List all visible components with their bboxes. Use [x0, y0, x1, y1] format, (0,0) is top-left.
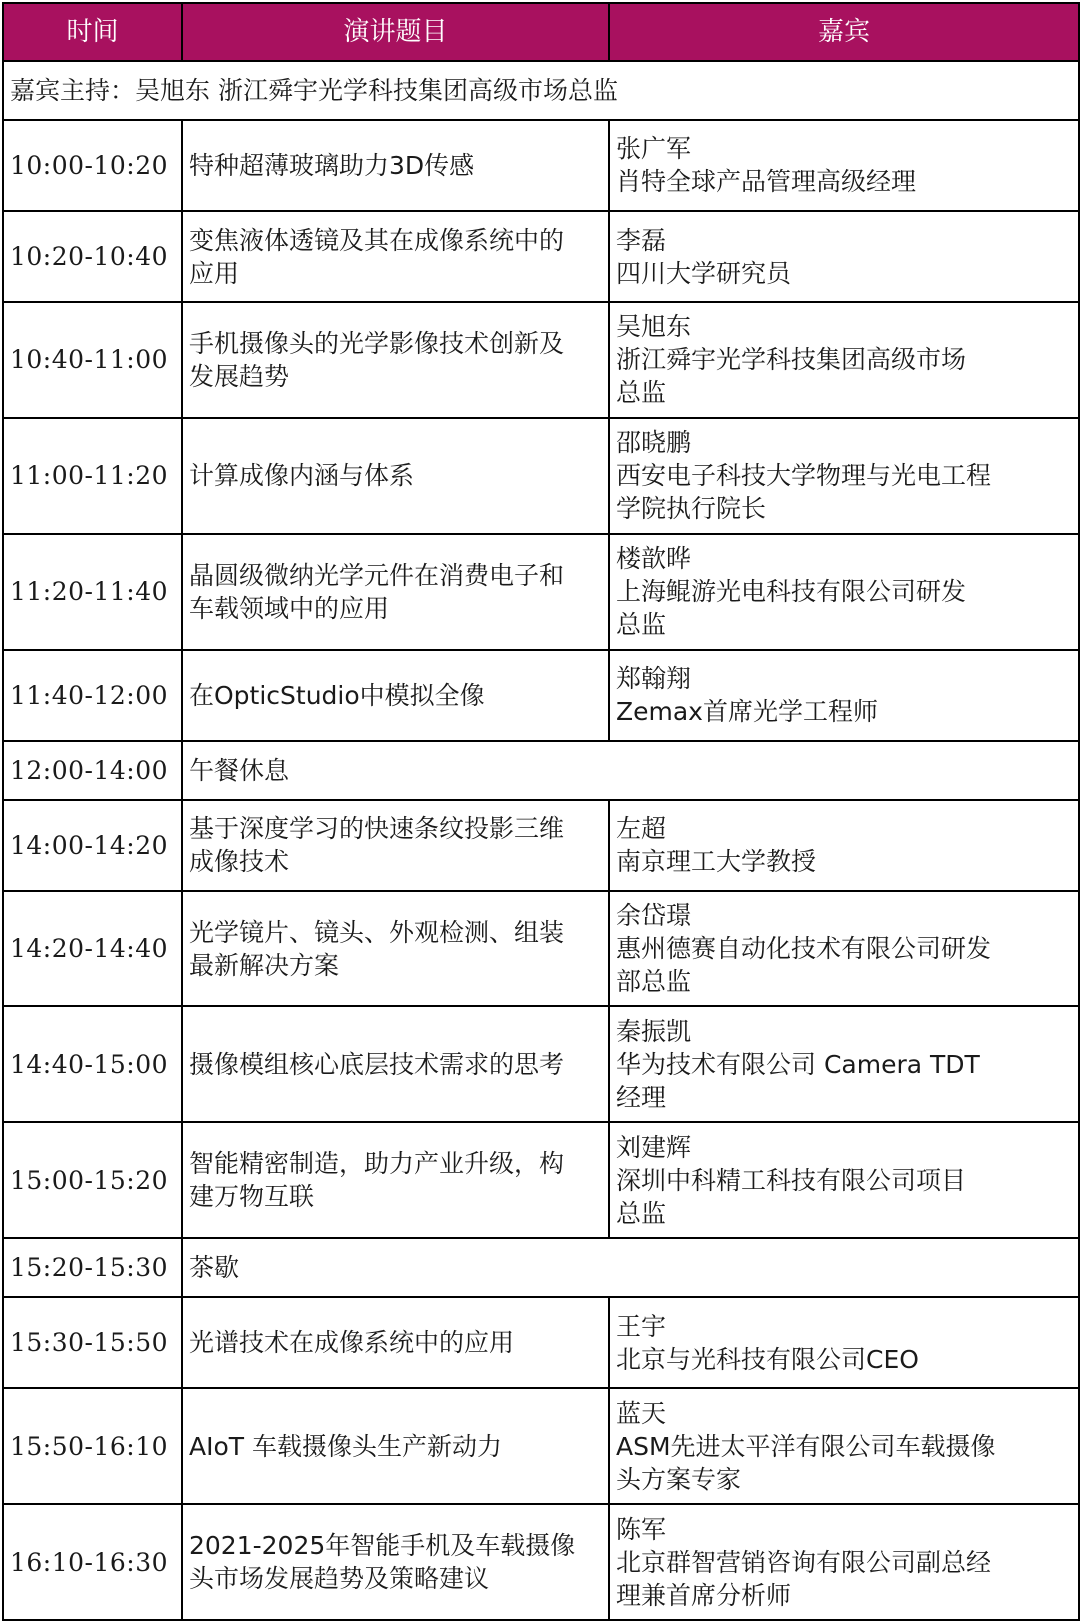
speaker-title-line: 头方案专家	[616, 1464, 742, 1494]
speaker-title-line: 理兼首席分析师	[616, 1580, 792, 1610]
session-topic	[182, 891, 609, 1007]
speaker-name: 余岱璟	[616, 901, 692, 931]
host-cell: 嘉宾主持：吴旭东 浙江舜宇光学科技集团高级市场总监	[3, 61, 1079, 120]
speaker-title-line: 总监	[616, 1198, 667, 1228]
speaker-name: 左超	[616, 814, 667, 844]
topic-line: 变焦液体透镜及其在成像系统中的	[189, 225, 565, 255]
topic-line: 应用	[189, 258, 240, 288]
topic-line: AIoT 车载摄像头生产新动力	[189, 1431, 502, 1461]
topic-line: 光学镜片、镜头、外观检测、组装	[189, 917, 565, 947]
speaker-title-line: 华为技术有限公司 Camera TDT	[616, 1049, 980, 1079]
session-topic	[182, 418, 609, 534]
session-row	[3, 120, 1079, 211]
speaker-name: 楼歆晔	[616, 544, 692, 574]
header-row	[3, 3, 1079, 61]
speaker-name: 陈军	[616, 1514, 667, 1544]
speaker-title-line: 西安电子科技大学物理与光电工程	[616, 461, 992, 491]
topic-line: 在OpticStudio中模拟全像	[189, 680, 485, 710]
session-topic	[182, 1006, 609, 1122]
speaker-title-line: 肖特全球产品管理高级经理	[616, 167, 917, 197]
speaker-name: 蓝天	[616, 1398, 667, 1428]
session-row	[3, 534, 1079, 650]
break-row	[3, 1238, 1079, 1297]
session-speaker	[609, 800, 1079, 891]
speaker-name: 张广军	[616, 134, 692, 164]
topic-line: 手机摄像头的光学影像技术创新及	[189, 328, 565, 358]
topic-line: 成像技术	[189, 847, 290, 877]
session-row	[3, 800, 1079, 891]
topic-line: 智能精密制造，助力产业升级，构	[189, 1149, 565, 1179]
session-topic	[182, 302, 609, 418]
session-row	[3, 891, 1079, 1007]
speaker-title-line: 总监	[616, 378, 667, 408]
topic-line: 头市场发展趋势及策略建议	[189, 1564, 490, 1594]
speaker-title-line: 四川大学研究员	[616, 258, 792, 288]
speaker-title-line: 南京理工大学教授	[616, 847, 817, 877]
session-time: 10:40-11:00	[3, 302, 182, 418]
speaker-title-line: 上海鲲游光电科技有限公司研发	[616, 577, 967, 607]
session-topic	[182, 120, 609, 211]
session-speaker	[609, 211, 1079, 302]
session-time: 14:20-14:40	[3, 891, 182, 1007]
session-speaker	[609, 891, 1079, 1007]
topic-line: 最新解决方案	[189, 950, 340, 980]
session-topic	[182, 650, 609, 741]
speaker-name: 吴旭东	[616, 312, 692, 342]
speaker-name: 王宇	[616, 1311, 667, 1341]
session-time: 14:00-14:20	[3, 800, 182, 891]
speaker-title-line: 北京群智营销咨询有限公司副总经	[616, 1547, 992, 1577]
topic-line: 2021-2025年智能手机及车载摄像	[189, 1531, 576, 1561]
topic-line: 车载领域中的应用	[189, 593, 390, 623]
session-topic	[182, 534, 609, 650]
session-time: 11:00-11:20	[3, 418, 182, 534]
session-speaker	[609, 1122, 1079, 1238]
session-topic	[182, 800, 609, 891]
session-time: 15:20-15:30	[3, 1238, 182, 1297]
topic-line: 晶圆级微纳光学元件在消费电子和	[189, 560, 565, 590]
session-topic	[182, 1297, 609, 1388]
session-row	[3, 1006, 1079, 1122]
header-topic: 演讲题目	[182, 3, 609, 61]
speaker-title-line: Zemax首席光学工程师	[616, 697, 878, 727]
speaker-title-line: 学院执行院长	[616, 494, 767, 524]
session-time: 11:20-11:40	[3, 534, 182, 650]
speaker-name: 刘建辉	[616, 1132, 692, 1162]
session-row	[3, 211, 1079, 302]
session-row	[3, 1297, 1079, 1388]
topic-line: 基于深度学习的快速条纹投影三维	[189, 814, 565, 844]
session-speaker	[609, 1297, 1079, 1388]
session-time: 10:00-10:20	[3, 120, 182, 211]
host-row	[3, 61, 1079, 120]
speaker-title-line: 北京与光科技有限公司CEO	[616, 1344, 919, 1374]
speaker-title-line: 深圳中科精工科技有限公司项目	[616, 1165, 967, 1195]
session-time: 11:40-12:00	[3, 650, 182, 741]
topic-line: 特种超薄玻璃助力3D传感	[189, 150, 475, 180]
speaker-name: 邵晓鹏	[616, 428, 692, 458]
topic-line: 发展趋势	[189, 361, 290, 391]
session-topic	[182, 1122, 609, 1238]
session-row	[3, 1122, 1079, 1238]
session-speaker	[609, 120, 1079, 211]
speaker-name: 秦振凯	[616, 1016, 692, 1046]
session-speaker	[609, 302, 1079, 418]
session-time: 15:00-15:20	[3, 1122, 182, 1238]
session-speaker	[609, 1388, 1079, 1504]
topic-line: 光谱技术在成像系统中的应用	[189, 1328, 515, 1358]
speaker-name: 李磊	[616, 225, 667, 255]
session-speaker	[609, 534, 1079, 650]
session-speaker	[609, 418, 1079, 534]
topic-line: 计算成像内涵与体系	[189, 461, 415, 491]
header-speaker: 嘉宾	[609, 3, 1079, 61]
session-time: 10:20-10:40	[3, 211, 182, 302]
speaker-name: 郑翰翔	[616, 664, 692, 694]
break-label: 午餐休息	[182, 741, 1079, 800]
speaker-title-line: 经理	[616, 1082, 667, 1112]
topic-line: 建万物互联	[189, 1182, 315, 1212]
speaker-title-line: 惠州德赛自动化技术有限公司研发	[616, 934, 992, 964]
session-topic	[182, 1504, 609, 1620]
session-time: 14:40-15:00	[3, 1006, 182, 1122]
speaker-title-line: 总监	[616, 610, 667, 640]
speaker-title-line: 部总监	[616, 967, 692, 997]
header-time: 时间	[3, 3, 182, 61]
speaker-title-line: 浙江舜宇光学科技集团高级市场	[616, 345, 967, 375]
session-topic	[182, 211, 609, 302]
break-row	[3, 741, 1079, 800]
session-row	[3, 1504, 1079, 1620]
session-speaker	[609, 1504, 1079, 1620]
session-speaker	[609, 1006, 1079, 1122]
session-topic	[182, 1388, 609, 1504]
session-row	[3, 302, 1079, 418]
topic-line: 摄像模组核心底层技术需求的思考	[189, 1049, 565, 1079]
session-row	[3, 1388, 1079, 1504]
session-row	[3, 418, 1079, 534]
session-time: 16:10-16:30	[3, 1504, 182, 1620]
session-time: 15:50-16:10	[3, 1388, 182, 1504]
agenda-table	[2, 2, 1080, 1621]
session-row	[3, 650, 1079, 741]
speaker-title-line: ASM先进太平洋有限公司车载摄像	[616, 1431, 996, 1461]
agenda-body	[3, 61, 1079, 1620]
session-speaker	[609, 650, 1079, 741]
break-label: 茶歇	[182, 1238, 1079, 1297]
session-time: 12:00-14:00	[3, 741, 182, 800]
session-time: 15:30-15:50	[3, 1297, 182, 1388]
